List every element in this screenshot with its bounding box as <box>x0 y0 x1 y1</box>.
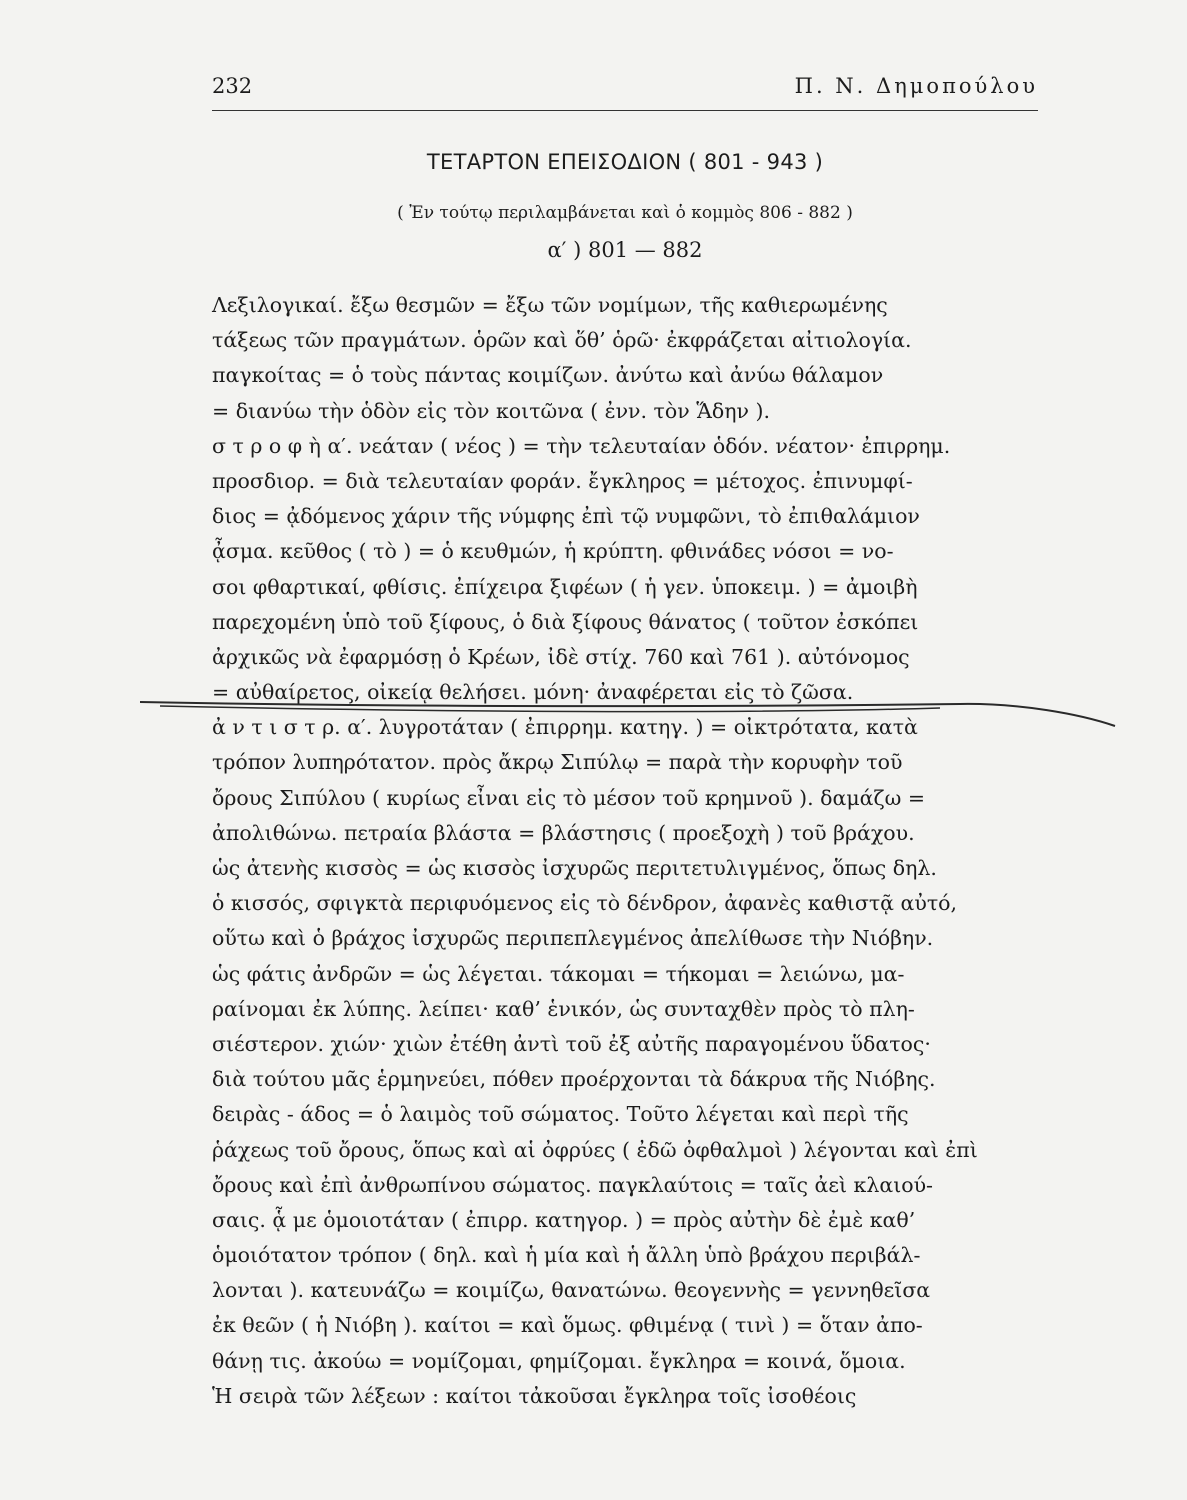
text-line <box>212 464 1050 499</box>
text-line <box>212 992 1050 1027</box>
text-line <box>212 1097 1050 1132</box>
text-line-content: οὕτω καὶ ὁ βράχος ἰσχυρῶς περιπεπλεγμένος ἀπελίθωσε τὴν Νιόβην. <box>212 926 934 951</box>
text-line <box>212 1344 1050 1379</box>
text-line-content: ὁ κισσός, σφιγκτὰ περιφυόμενος εἰς τὸ δένδρον, ἀφανὲς καθιστᾷ αὐτό, <box>212 891 958 916</box>
text-line-content: = διανύω τὴν ὁδὸν εἰς τὸν κοιτῶνα ( ἐνν. τὸν Ἅδην ). <box>212 398 770 423</box>
page-number: 232 <box>212 74 253 98</box>
text-line-content: ἀρχικῶς νὰ ἐφαρμόσῃ ὁ Κρέων, ἰδὲ στίχ. 760 καὶ 761 ). αὐτόνομος <box>212 644 910 669</box>
header-rule <box>212 110 1038 111</box>
text-line <box>212 921 1050 956</box>
text-line-content: Ἡ σειρὰ τῶν λέξεων : καίτοι τἀκοῦσαι ἔγκληρα τοῖς ἰσοθέοις <box>212 1383 857 1408</box>
text-line <box>212 1238 1050 1273</box>
text-line <box>212 1308 1050 1343</box>
text-line-content: ἀπολιθώνω. πετραία βλάστα = βλάστησις ( προεξοχὴ ) τοῦ βράχου. <box>212 820 915 845</box>
running-head: Π. Ν. Δημοπούλου <box>794 74 1038 98</box>
text-line <box>212 851 1050 886</box>
text-line <box>212 1273 1050 1308</box>
text-line <box>212 1133 1050 1168</box>
text-line-content: ὁμοιότατον τρόπον ( δηλ. καὶ ἡ μία καὶ ἡ ἄλλη ὑπὸ βράχου περιβάλ- <box>212 1243 921 1268</box>
text-line <box>212 1168 1050 1203</box>
text-line <box>212 358 1050 393</box>
text-line-content: θάνῃ τις. ἀκούω = νομίζομαι, φημίζομαι. ἔγκληρα = κοινά, ὅμοια. <box>212 1348 906 1373</box>
text-line-content: προσδιορ. = διὰ τελευταίαν φοράν. ἔγκληρος = μέτοχος. ἐπινυμφί- <box>212 468 913 493</box>
text-line-content: ὡς φάτις ἀνδρῶν = ὡς λέγεται. τάκομαι = τήκομαι = λειώνω, μα- <box>212 961 905 986</box>
text-line <box>212 1062 1050 1097</box>
text-line <box>212 957 1050 992</box>
text-line-content: σιέστερον. χιών· χιὼν ἐτέθη ἀντὶ τοῦ ἐξ αὐτῆς παραγομένου ὕδατος· <box>212 1031 931 1056</box>
text-line-content: ὄρους Σιπύλου ( κυρίως εἶναι εἰς τὸ μέσον τοῦ κρημνοῦ ). δαμάζω = <box>212 785 926 810</box>
text-line-content: ὄρους καὶ ἐπὶ ἀνθρωπίνου σώματος. παγκλαύτοις = ταῖς ἀεὶ κλαιού- <box>212 1172 933 1197</box>
text-line <box>212 1379 1050 1414</box>
text-line <box>212 886 1050 921</box>
text-line-content: τάξεως τῶν πραγμάτων. ὁρῶν καὶ ὅθ’ ὁρῶ· ἐκφράζεται αἰτιολογία. <box>212 328 912 353</box>
text-line-content: δειρὰς - άδος = ὁ λαιμὸς τοῦ σώματος. Τοῦτο λέγεται καὶ περὶ τῆς <box>212 1102 909 1127</box>
text-line <box>212 816 1050 851</box>
text-line-content: ῥάχεως τοῦ ὄρους, ὅπως καὶ αἱ ὀφρύες ( ἐδῶ ὀφθαλμοὶ ) λέγονται καὶ ἐπὶ <box>212 1137 978 1162</box>
text-line <box>212 429 1050 464</box>
text-line-content: σαις. ᾇ με ὁμοιοτάταν ( ἐπιρρ. κατηγορ. ) = πρὸς αὐτὴν δὲ ἐμὲ καθ’ <box>212 1207 916 1232</box>
text-line <box>212 534 1050 569</box>
text-line <box>212 499 1050 534</box>
text-line <box>212 323 1050 358</box>
text-line-content: παγκοίτας = ὁ τοὺς πάντας κοιμίζων. ἀνύτω καὶ ἀνύω θάλαμον <box>212 363 884 388</box>
text-line-content: = αὐθαίρετος, οἰκείᾳ θελήσει. μόνη· ἀναφέρεται εἰς τὸ ζῶσα. <box>212 680 854 705</box>
text-line-content: ὡς ἀτενὴς κισσὸς = ὡς κισσὸς ἰσχυρῶς περιτετυλιγμένος, ὅπως δηλ. <box>212 856 937 880</box>
text-line <box>212 394 1050 429</box>
chapter-subtitle: ( Ἐν τούτῳ περιλαμβάνεται καὶ ὁ κομμὸς 806 - 882 ) <box>397 203 853 223</box>
text-line-content: ᾆσμα. κεῦθος ( τὸ ) = ὁ κευθμών, ἡ κρύπτη. φθινάδες νόσοι = νο- <box>212 539 894 564</box>
text-line-content: ἐκ θεῶν ( ἡ Νιόβη ). καίτοι = καὶ ὅμως. φθιμένᾳ ( τινὶ ) = ὅταν ἀπο- <box>212 1313 923 1338</box>
text-line <box>212 1203 1050 1238</box>
body-text <box>212 288 1050 1414</box>
text-line-content: Λεξιλογικαί. ἔξω θεσμῶν = ἔξω τῶν νομίμων, τῆς καθιερωμένης <box>212 293 888 317</box>
text-line <box>212 781 1050 816</box>
text-line-content: τρόπον λυπηρότατον. πρὸς ἄκρῳ Σιπύλῳ = παρὰ τὴν κορυφὴν τοῦ <box>212 750 903 775</box>
text-line-content: διος = ᾀδόμενος χάριν τῆς νύμφης ἐπὶ τῷ νυμφῶνι, τὸ ἐπιθαλάμιον <box>212 504 920 529</box>
text-line-content: σ τ ρ ο φ ὴ α′. νεάταν ( νέος ) = τὴν τελευταίαν ὁδόν. νέατον· ἐπιρρημ. <box>212 433 951 458</box>
text-line <box>212 288 1050 323</box>
text-line <box>212 1027 1050 1062</box>
page-header <box>212 74 1038 104</box>
section-heading: α′ ) 801 — 882 <box>547 238 703 262</box>
text-line-content: παρεχομένη ὑπὸ τοῦ ξίφους, ὁ διὰ ξίφους θάνατος ( τοῦτον ἐσκόπει <box>212 609 919 634</box>
text-line-content: λονται ). κατευνάζω = κοιμίζω, θανατώνω. θεογεννὴς = γεννηθεῖσα <box>212 1278 931 1303</box>
text-line-content: διὰ τούτου μᾶς ἑρμηνεύει, πόθεν προέρχονται τὰ δάκρυα τῆς Νιόβης. <box>212 1067 936 1092</box>
text-line-content: ραίνομαι ἐκ λύπης. λείπει· καθ’ ἑνικόν, ὡς συνταχθὲν πρὸς τὸ πλη- <box>212 996 915 1021</box>
chapter-title: ΤΕΤΑΡΤΟΝ ΕΠΕΙΣΟΔΙΟΝ ( 801 - 943 ) <box>426 150 824 174</box>
text-line-content: σοι φθαρτικαί, φθίσις. ἐπίχειρα ξιφέων ( ἡ γεν. ὑποκειμ. ) = ἀμοιβὴ <box>212 574 918 599</box>
pen-underline-mark <box>140 692 1120 742</box>
text-line-content: ἀ ν τ ι σ τ ρ. α′. λυγροτάταν ( ἐπιρρημ. κατηγ. ) = οἰκτρότατα, κατὰ <box>212 715 918 740</box>
text-line <box>212 640 1050 675</box>
text-line <box>212 570 1050 605</box>
text-line <box>212 605 1050 640</box>
text-line <box>212 745 1050 780</box>
